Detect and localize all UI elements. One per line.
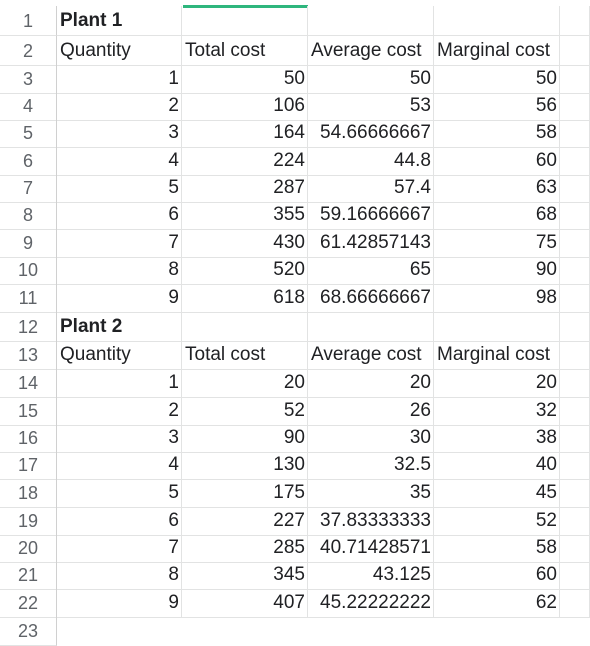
total-cost-cell[interactable]: 285	[182, 533, 308, 563]
marginal-cost-cell[interactable]: 62	[434, 588, 560, 618]
marginal-cost-cell[interactable]: 40	[434, 450, 560, 480]
average-cost-cell[interactable]: 59.16666667	[308, 200, 434, 230]
row-number[interactable]: 16	[0, 423, 57, 453]
total-cost-cell[interactable]: 227	[182, 506, 308, 536]
marginal-cost-cell[interactable]: 58	[434, 118, 560, 148]
total-cost-cell[interactable]: 224	[182, 146, 308, 176]
average-cost-cell[interactable]: 44.8	[308, 146, 434, 176]
row-number[interactable]: 3	[0, 64, 57, 94]
quantity-cell[interactable]: 6	[57, 506, 182, 536]
average-cost-cell[interactable]: 37.83333333	[308, 506, 434, 536]
marginal-cost-cell[interactable]: 98	[434, 283, 560, 313]
empty-cell[interactable]	[560, 91, 590, 121]
row-number[interactable]: 20	[0, 533, 57, 563]
column-header-cell[interactable]: Total cost	[182, 340, 308, 370]
empty-cell[interactable]	[560, 283, 590, 313]
marginal-cost-cell[interactable]: 52	[434, 506, 560, 536]
table-row	[0, 91, 590, 121]
average-cost-cell[interactable]: 68.66666667	[308, 283, 434, 313]
empty-cell[interactable]	[560, 64, 590, 94]
average-cost-cell[interactable]: 32.5	[308, 450, 434, 480]
quantity-cell[interactable]: 1	[57, 368, 182, 398]
average-cost-cell[interactable]: 30	[308, 423, 434, 453]
total-cost-cell[interactable]: 618	[182, 283, 308, 313]
quantity-cell[interactable]: 3	[57, 423, 182, 453]
average-cost-cell[interactable]: 40.71428571	[308, 533, 434, 563]
row-number[interactable]: 17	[0, 450, 57, 480]
marginal-cost-cell[interactable]: 38	[434, 423, 560, 453]
table-row	[0, 588, 590, 618]
table-row	[0, 6, 590, 36]
quantity-cell[interactable]: 5	[57, 173, 182, 203]
table-row	[0, 450, 590, 480]
column-header-cell[interactable]: Quantity	[57, 36, 182, 66]
table-row	[0, 506, 590, 536]
total-cost-cell[interactable]: 50	[182, 64, 308, 94]
section-title-cell[interactable]	[182, 312, 308, 342]
table-row	[0, 478, 590, 508]
total-cost-cell[interactable]: 355	[182, 200, 308, 230]
row-number[interactable]: 13	[0, 340, 57, 370]
quantity-cell[interactable]: 8	[57, 560, 182, 590]
table-row	[0, 396, 590, 426]
empty-cell[interactable]	[560, 36, 590, 66]
marginal-cost-cell[interactable]: 75	[434, 228, 560, 258]
empty-cell[interactable]	[560, 228, 590, 258]
row-number[interactable]: 19	[0, 506, 57, 536]
table-row	[0, 36, 590, 66]
row-number[interactable]: 2	[0, 36, 57, 66]
row-number[interactable]: 6	[0, 146, 57, 176]
quantity-cell[interactable]: 6	[57, 200, 182, 230]
row-number[interactable]: 9	[0, 228, 57, 258]
empty-cell[interactable]	[560, 200, 590, 230]
empty-cell[interactable]	[560, 118, 590, 148]
total-cost-cell[interactable]: 106	[182, 91, 308, 121]
empty-cell[interactable]	[560, 173, 590, 203]
empty-cell[interactable]	[560, 255, 590, 285]
table-row	[0, 340, 590, 370]
average-cost-cell[interactable]: 50	[308, 64, 434, 94]
empty-cell[interactable]	[560, 423, 590, 453]
section-title-cell[interactable]	[434, 312, 560, 342]
row-number[interactable]: 4	[0, 91, 57, 121]
section-title-cell[interactable]: Plant 1	[57, 6, 182, 36]
empty-cell[interactable]	[560, 506, 590, 536]
section-title-cell[interactable]	[308, 312, 434, 342]
empty-cell[interactable]	[560, 6, 590, 36]
empty-cell[interactable]	[560, 450, 590, 480]
row-number[interactable]: 5	[0, 118, 57, 148]
column-header-cell[interactable]: Marginal cost	[434, 36, 560, 66]
total-cost-cell[interactable]: 407	[182, 588, 308, 618]
quantity-cell[interactable]: 7	[57, 533, 182, 563]
row-number[interactable]: 15	[0, 396, 57, 426]
total-cost-cell[interactable]: 164	[182, 118, 308, 148]
total-cost-cell[interactable]: 130	[182, 450, 308, 480]
average-cost-cell[interactable]: 20	[308, 368, 434, 398]
section-title-cell[interactable]	[434, 6, 560, 36]
average-cost-cell[interactable]: 57.4	[308, 173, 434, 203]
marginal-cost-cell[interactable]: 56	[434, 91, 560, 121]
quantity-cell[interactable]: 2	[57, 396, 182, 426]
marginal-cost-cell[interactable]: 63	[434, 173, 560, 203]
partial-row	[0, 620, 590, 641]
average-cost-cell[interactable]: 61.42857143	[308, 228, 434, 258]
empty-cell[interactable]	[560, 340, 590, 370]
column-header-cell[interactable]: Marginal cost	[434, 340, 560, 370]
average-cost-cell[interactable]: 54.66666667	[308, 118, 434, 148]
marginal-cost-cell[interactable]: 60	[434, 560, 560, 590]
table-row	[0, 228, 590, 258]
table-row	[0, 368, 590, 398]
column-header-cell[interactable]: Average cost	[308, 340, 434, 370]
empty-cell[interactable]	[560, 312, 590, 342]
marginal-cost-cell[interactable]: 45	[434, 478, 560, 508]
quantity-cell[interactable]: 4	[57, 450, 182, 480]
average-cost-cell[interactable]: 35	[308, 478, 434, 508]
table-row	[0, 255, 590, 285]
section-title-cell[interactable]	[182, 6, 308, 36]
average-cost-cell[interactable]: 45.22222222	[308, 588, 434, 618]
empty-cell[interactable]	[560, 533, 590, 563]
table-row	[0, 64, 590, 94]
table-row	[0, 118, 590, 148]
total-cost-cell[interactable]: 430	[182, 228, 308, 258]
quantity-cell[interactable]: 9	[57, 283, 182, 313]
empty-cell[interactable]	[560, 146, 590, 176]
row-number[interactable]: 12	[0, 312, 57, 342]
section-title-cell[interactable]: Plant 2	[57, 312, 182, 342]
empty-cell[interactable]	[560, 396, 590, 426]
total-cost-cell[interactable]: 345	[182, 560, 308, 590]
empty-cell[interactable]	[560, 588, 590, 618]
column-header-cell[interactable]: Quantity	[57, 340, 182, 370]
quantity-cell[interactable]: 1	[57, 64, 182, 94]
total-cost-cell[interactable]: 52	[182, 396, 308, 426]
row-number[interactable]: 1	[0, 6, 57, 36]
total-cost-cell[interactable]: 90	[182, 423, 308, 453]
marginal-cost-cell[interactable]: 68	[434, 200, 560, 230]
empty-cell[interactable]	[560, 560, 590, 590]
row-number[interactable]: 14	[0, 368, 57, 398]
total-cost-cell[interactable]: 520	[182, 255, 308, 285]
row-number[interactable]: 23	[0, 616, 57, 646]
table-row	[0, 312, 590, 342]
table-row	[0, 283, 590, 313]
marginal-cost-cell[interactable]: 90	[434, 255, 560, 285]
empty-cell[interactable]	[560, 478, 590, 508]
quantity-cell[interactable]: 9	[57, 588, 182, 618]
total-cost-cell[interactable]: 287	[182, 173, 308, 203]
row-number[interactable]: 21	[0, 560, 57, 590]
section-title-cell[interactable]	[308, 6, 434, 36]
row-number[interactable]: 7	[0, 173, 57, 203]
quantity-cell[interactable]: 3	[57, 118, 182, 148]
quantity-cell[interactable]: 7	[57, 228, 182, 258]
average-cost-cell[interactable]: 65	[308, 255, 434, 285]
column-header-cell[interactable]: Total cost	[182, 36, 308, 66]
row-number[interactable]: 11	[0, 283, 57, 313]
table-row	[0, 533, 590, 563]
table-row	[0, 173, 590, 203]
quantity-cell[interactable]: 4	[57, 146, 182, 176]
total-cost-cell[interactable]: 20	[182, 368, 308, 398]
empty-cell[interactable]	[560, 368, 590, 398]
marginal-cost-cell[interactable]: 20	[434, 368, 560, 398]
average-cost-cell[interactable]: 43.125	[308, 560, 434, 590]
marginal-cost-cell[interactable]: 32	[434, 396, 560, 426]
row-number[interactable]: 22	[0, 588, 57, 618]
table-row	[0, 423, 590, 453]
marginal-cost-cell[interactable]: 58	[434, 533, 560, 563]
total-cost-cell[interactable]: 175	[182, 478, 308, 508]
row-number[interactable]: 10	[0, 255, 57, 285]
marginal-cost-cell[interactable]: 60	[434, 146, 560, 176]
row-number[interactable]: 8	[0, 200, 57, 230]
table-row	[0, 200, 590, 230]
column-header-cell[interactable]: Average cost	[308, 36, 434, 66]
marginal-cost-cell[interactable]: 50	[434, 64, 560, 94]
row-number[interactable]: 18	[0, 478, 57, 508]
quantity-cell[interactable]: 5	[57, 478, 182, 508]
average-cost-cell[interactable]: 53	[308, 91, 434, 121]
quantity-cell[interactable]: 8	[57, 255, 182, 285]
average-cost-cell[interactable]: 26	[308, 396, 434, 426]
table-row	[0, 560, 590, 590]
table-row	[0, 146, 590, 176]
quantity-cell[interactable]: 2	[57, 91, 182, 121]
